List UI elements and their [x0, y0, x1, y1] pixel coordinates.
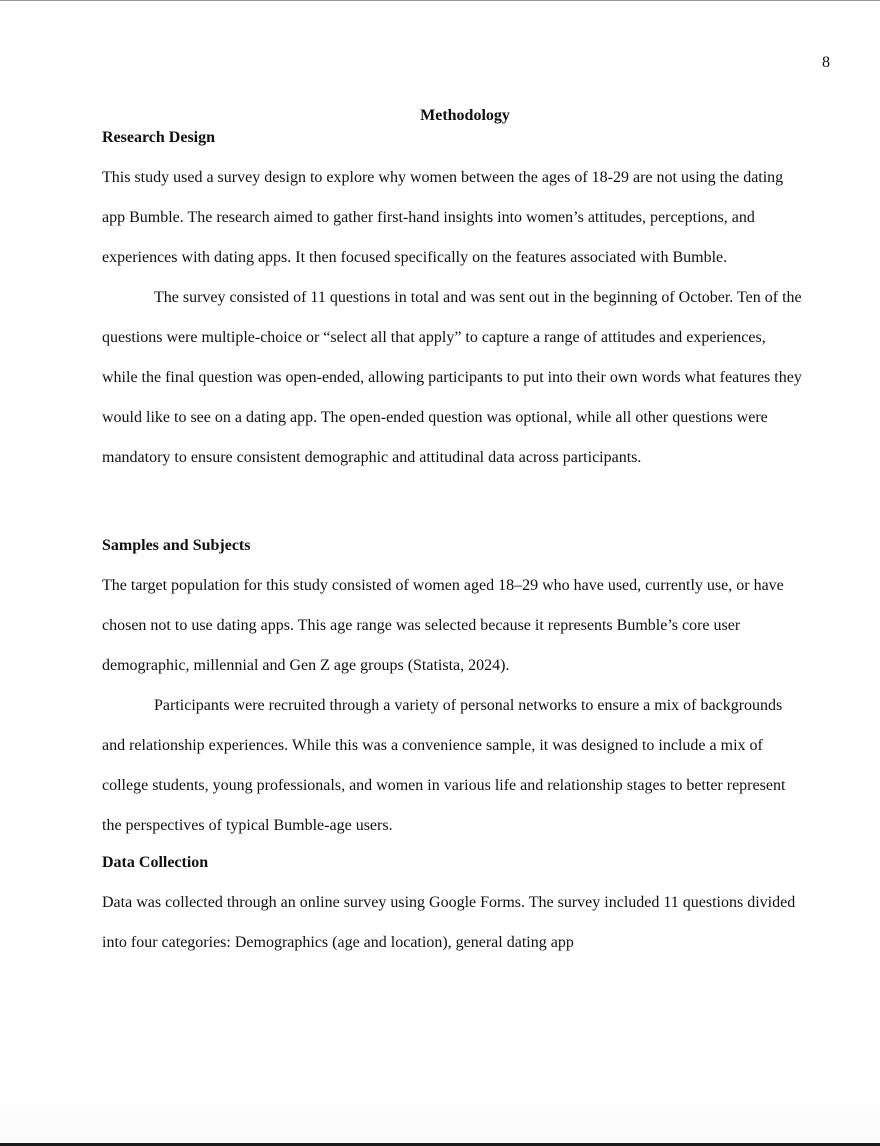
page-title: Methodology	[420, 107, 510, 124]
paragraph: The survey consisted of 11 questions in total and was sent out in the beginning of October. Ten of the questions were multiple-choice or “select all that apply” to capture a range of attitudes and experiences, while the final question was open-ended, allowing participants to put into their own words what features they would like to see on a dating app. The open-ended question was optional, while all other questions were mandatory to ensure consistent demographic and attitudinal data across participants.	[102, 289, 802, 466]
page-bottom-shade	[0, 1085, 880, 1143]
page-number: 8	[822, 54, 830, 71]
paragraph: The target population for this study consisted of women aged 18–29 who have used, currently use, or have chosen not to use dating apps. This age range was selected because it represents Bumble’s core user demographic, millennial and Gen Z age groups (Statista, 2024).	[102, 577, 784, 674]
section-heading-research-design: Research Design	[102, 129, 216, 146]
paragraph: Data was collected through an online survey using Google Forms. The survey included 11 questions divided into four categories: Demographics (age and location), general dating app	[102, 894, 796, 951]
paragraph: Participants were recruited through a variety of personal networks to ensure a mix of backgrounds and relationship experiences. While this was a convenience sample, it was designed to include a mix of college students, young professionals, and women in various life and relationship stages to better represent the perspectives of typical Bumble-age users.	[102, 697, 786, 834]
paragraph: This study used a survey design to explore why women between the ages of 18-29 are not using the dating app Bumble. The research aimed to gather first-hand insights into women’s attitudes, perceptions, and experiences with dating apps. It then focused specifically on the features associated with Bumble.	[102, 169, 784, 266]
page-top-border	[0, 0, 880, 1]
section-spacer	[102, 478, 802, 535]
section-heading-samples-and-subjects: Samples and Subjects	[102, 537, 251, 554]
section-heading-data-collection: Data Collection	[102, 854, 209, 871]
document-body	[102, 105, 802, 963]
